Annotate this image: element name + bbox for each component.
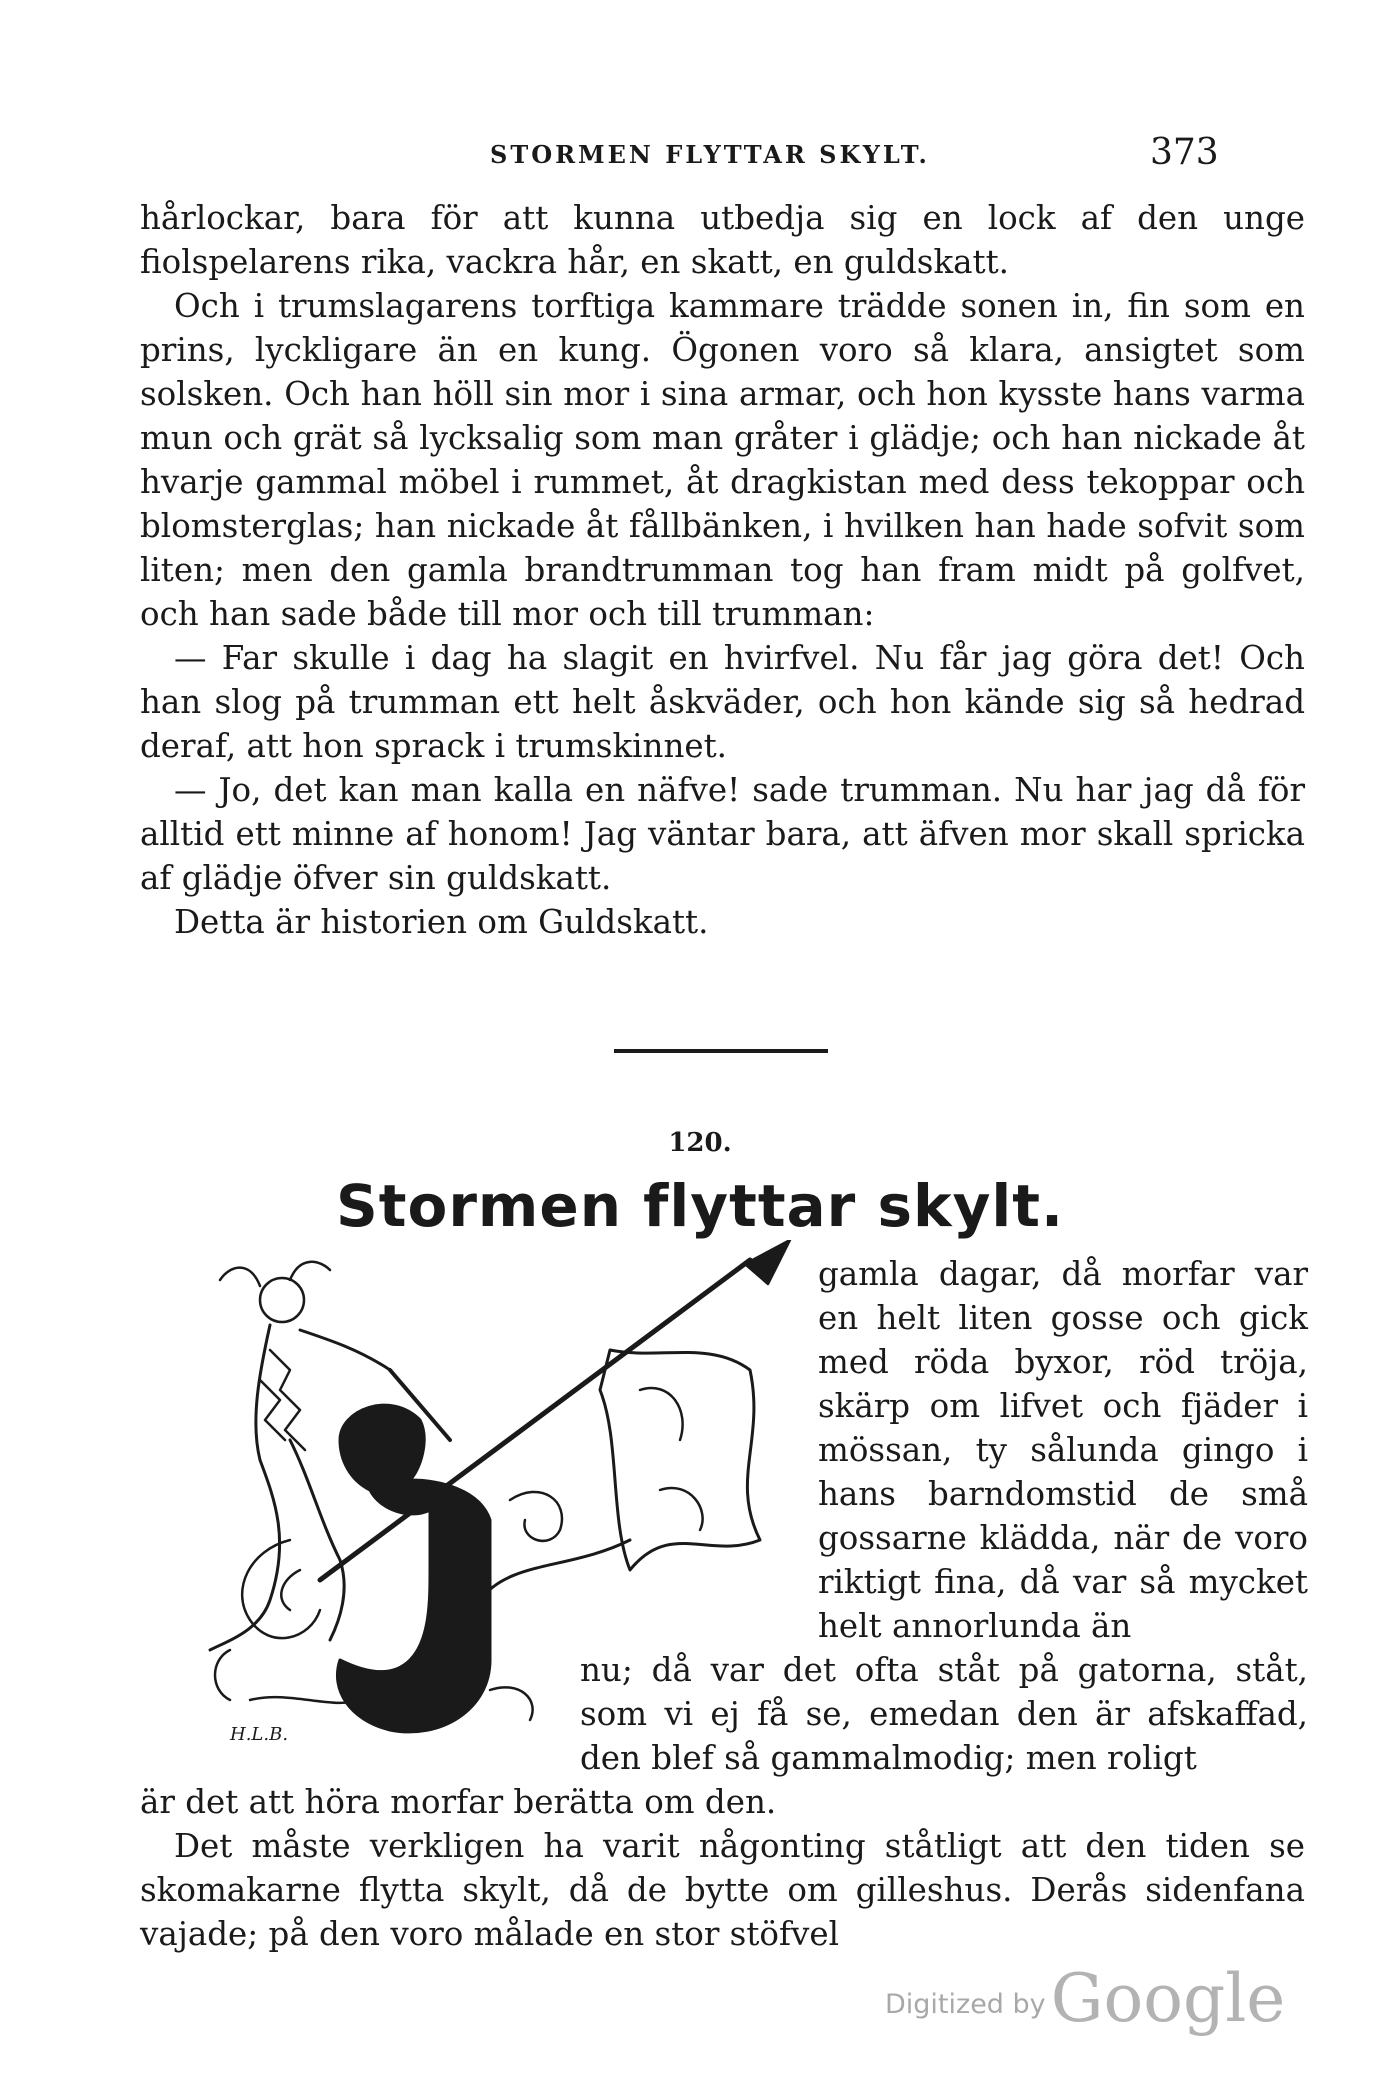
paragraph: gamla dagar, då morfar var en helt liten gosse och gick med röda byxor, röd tröja, skärp om lifvet och fjäder i mössan, ty sålunda gingo i hans barndomstid de små gossarne klädda, när de voro riktigt fina, då var så mycket helt annorlunda än [818,1255,1308,1645]
paragraph: nu; då var det ofta ståt på gatorna, ståt, som vi ej få se, emedan den är afskaffad, den blef så gammalmodig; men roligt [580,1651,1308,1777]
right-column-text [818,1252,1308,1648]
story-number: 120. [668,1128,732,1158]
middle-column-text [580,1648,1308,1780]
paragraph: — Jo, det kan man kalla en näfve! sade trumman. Nu har jag då för alltid ett minne af honom! Jag väntar bara, att äfven mor skall spricka af glädje öfver sin guldskatt. [140,771,1305,897]
section-divider [614,1049,828,1053]
paragraph: Detta är historien om Guldskatt. [174,903,709,941]
top-text-block [140,196,1305,944]
paragraph: Det måste verkligen ha varit någonting ståtligt att den tiden se skomakarne flytta skylt, då de bytte om gilleshus. Derås sidenfana vajade; på den voro målade en stor stöfvel [140,1827,1305,1953]
paragraph: Och i trumslagarens torftiga kammare trädde sonen in, fin som en prins, lyckligare än en kung. Ögonen voro så klara, ansigtet som solsken. Och han höll sin mor i sina armar, och hon kysste hans varma mun och grät så lycksalig som man gråter i glädje; och han nickade åt hvarje gammal möbel i rummet, åt dragkistan med dess tekoppar och blomsterglas; han nickade åt fållbänken, i hvilken han hade sofvit som liten; men den gamla brandtrumman tog han fram midt på golfvet, och han sade både till mor och till trumman: [140,287,1305,633]
paragraph: är det att höra morfar berätta om den. [140,1783,777,1821]
story-title: Stormen flyttar skylt. [335,1172,1065,1240]
running-title: STORMEN FLYTTAR SKYLT. [490,140,930,169]
page-number: 373 [1150,132,1219,173]
watermark-prefix: Digitized by [885,1989,1046,2020]
digitized-watermark [885,1960,1285,2037]
bottom-text-block [140,1780,1305,1956]
paragraph: — Far skulle i dag ha slagit en hvirfvel. Nu får jag göra det! Och han slog på trumman ett helt åskväder, och hon kände sig så hedrad deraf, att hon sprack i trumskinnet. [140,639,1305,765]
google-logo: Google [1050,1960,1286,2037]
paragraph: hårlockar, bara för att kunna utbedja sig en lock af den unge fiolspelarens rika, vackra hår, en skatt, en guldskatt. [140,199,1305,281]
illustrator-mark: H.L.B. [230,1724,289,1745]
